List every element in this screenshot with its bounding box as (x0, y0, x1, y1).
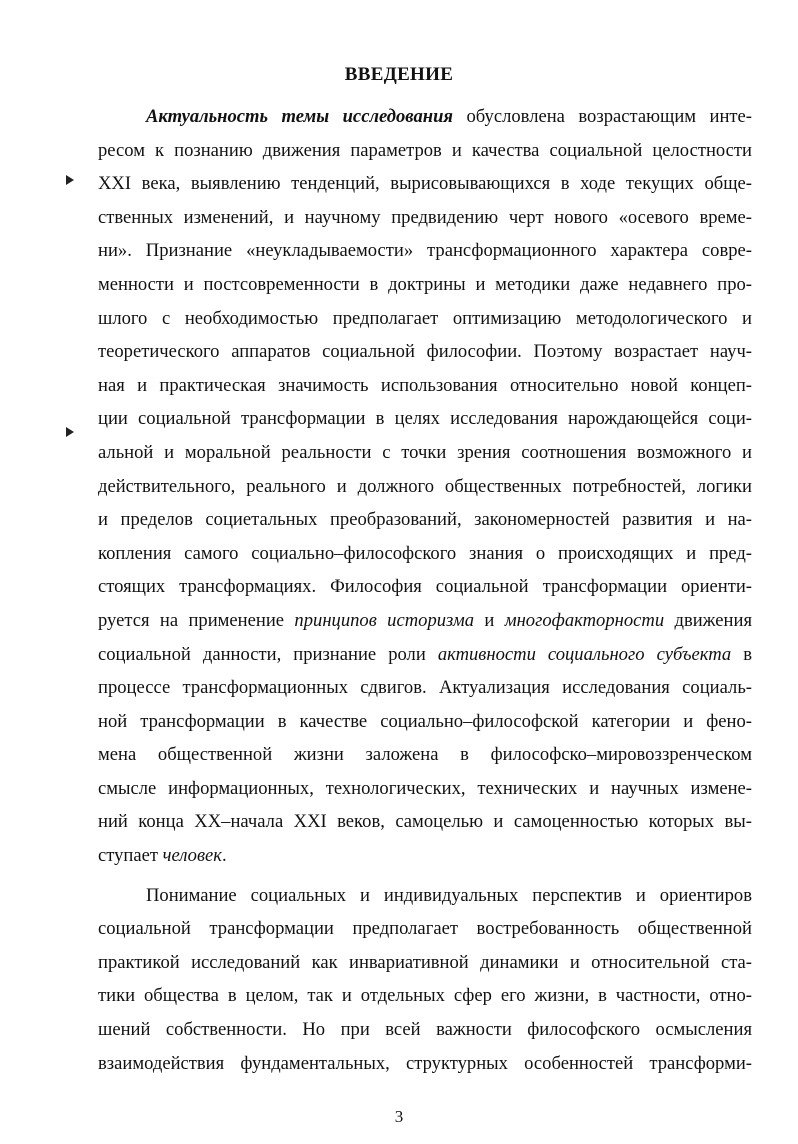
text-line: ственных изменений, и научному предвидению черт нового «осевого време- (98, 206, 752, 228)
text-line: Понимание социальных и индивидуальных перспектив и ориентиров (146, 884, 752, 906)
text-line: стоящих трансформациях. Философия социальной трансформации ориенти- (98, 576, 752, 598)
text-line: смысле информационных, технологических, технических и научных измене- (98, 777, 752, 799)
text-line: шений собственности. Но при всей важности философского осмысления (98, 1019, 752, 1041)
italic-term: человек (162, 845, 222, 867)
text-line: теоретического аппаратов социальной философии. Поэтому возрастает науч- (98, 341, 752, 363)
document-body (98, 100, 752, 1080)
text-line: ции социальной трансформации в целях исследования нарождающейся соци- (98, 408, 752, 430)
text-line: Актуальность темы исследования обусловлена возрастающим инте- (146, 106, 752, 127)
text-line: ресом к познанию движения параметров и качества социальной целостности (98, 139, 752, 161)
text-line: ной трансформации в качестве социально–философской категории и фено- (98, 710, 752, 732)
text-line: XXI века, выявлению тенденций, вырисовывающихся в ходе текущих обще- (98, 173, 752, 195)
text-line: руется на применение принципов историзма и многофакторности движения (98, 609, 752, 631)
margin-mark (66, 427, 74, 437)
text-line: ная и практическая значимость использования относительно новой концеп- (98, 374, 752, 396)
text-line: ний конца XX–начала XXI веков, самоцелью и самоценностью которых вы- (98, 811, 752, 833)
text-line: тики общества в целом, так и отдельных сфер его жизни, в частности, отно- (98, 985, 752, 1007)
text-line: социальной данности, признание роли активности социального субъекта в (98, 643, 752, 665)
page-number: 3 (394, 1107, 404, 1126)
lead-bold-phrase: Актуальность темы исследования (146, 106, 454, 127)
margin-mark (66, 175, 74, 185)
text-line: менности и постсовременности в доктрины и методики даже недавнего про- (98, 273, 752, 295)
text-line: альной и моральной реальности с точки зрения соотношения возможного и (98, 441, 752, 463)
text-line: ступает человек. (98, 845, 227, 867)
text-line: шлого с необходимостью предполагает оптимизацию методологического и (98, 307, 752, 329)
italic-term: многофакторности (504, 609, 665, 631)
text-line: действительного, реального и должного общественных потребностей, логики (98, 475, 752, 497)
text-line: и пределов социетальных преобразований, закономерностей развития и на- (98, 509, 752, 531)
text-line: ни». Признание «неукладываемости» трансформационного характера совре- (98, 240, 752, 262)
italic-term: активности социального субъекта (437, 643, 732, 665)
text-line: взаимодействия фундаментальных, структурных особенностей трансформи- (98, 1052, 752, 1074)
text-line: копления самого социально–философского знания о происходящих и пред- (98, 542, 752, 564)
italic-term: принципов историзма (294, 609, 474, 631)
text-line: процессе трансформационных сдвигов. Актуализация исследования социаль- (98, 677, 752, 699)
page-title: ВВЕДЕНИЕ (344, 64, 454, 85)
text-line: социальной трансформации предполагает востребованность общественной (98, 918, 752, 940)
text-line: практикой исследований как инвариативной динамики и относительной ста- (98, 951, 752, 973)
text-line: мена общественной жизни заложена в философско–мировоззренческом (98, 744, 752, 766)
